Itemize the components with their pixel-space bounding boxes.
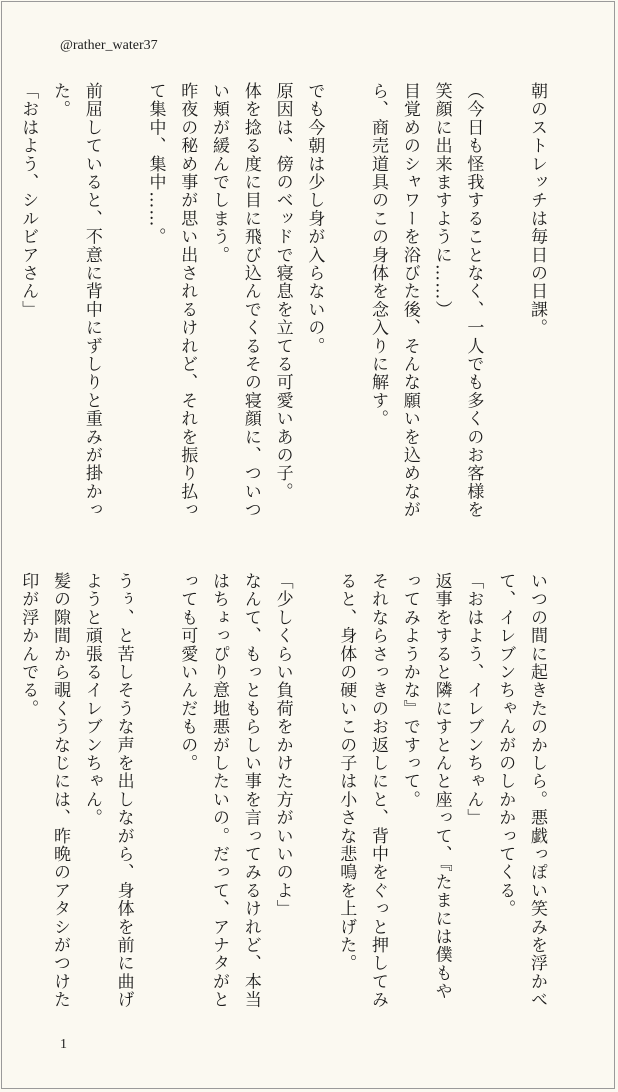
text-line: 髪の隙間から覗くうなじには、昨晩のアタシがつけた [50,572,71,1009]
text-line: 朝のストレッチは毎日の日課。 [527,82,547,337]
text-line: 体を捻る度に目に飛び込んでくるその寝顔に、ついつ [240,82,261,519]
page-number: 1 [60,1037,67,1052]
text-line: 前屈していると、不意に背中にずしりと重みが掛かっ [81,82,102,519]
text-line: うぅ、と苦しそうな声を出しながら、身体を前に曲げ [113,572,134,1009]
text-line [329,82,361,552]
text-line [139,572,171,1042]
text-line: なんて、もっともらしい事を言ってみるけれど、本当 [240,572,261,1009]
text-line: い頬が緩んでしまう。 [209,82,230,264]
text-line: 原因は、傍のベッドで寝息を立てる可愛いあの子。 [272,82,293,501]
text-line: ると、身体の硬いこの子は小さな悲鳴を上げた。 [336,572,357,973]
text-line: ってみようかな』ですって。 [399,572,420,809]
text-line: ようと頑張るイレブンちゃん。 [81,572,102,827]
text-line: いつの間に起きたのかしら。悪戯っぽい笑みを浮かべ [527,572,547,1009]
text-line: 返事をすると隣にすとんと座って、『たまには僕もや [431,572,452,1001]
text-block-bottom [11,572,552,1042]
text-line: 「おはよう、イレブンちゃん」 [463,572,484,827]
text-line: でも今朝は少し身が入らないの。 [304,82,325,355]
text-line: た。 [50,82,71,119]
text-line [488,82,520,552]
text-line: て集中、集中……。 [145,82,166,246]
text-line: 笑顔に出来ますように……） [431,82,452,319]
author-handle: @rather_water37 [60,38,158,53]
text-line: 「おはよう、シルビアさん」 [18,82,39,319]
text-line: ら、商売道具のこの身体を念入りに解す。 [368,82,389,428]
text-line: はちょっぴり意地悪がしたいの。だって、アナタがと [209,572,230,1009]
text-block-top [11,82,552,552]
text-line: それならさっきのお返しにと、背中をぐっと押してみ [368,572,389,1009]
text-line: 「少しくらい負荷をかけた方がいいのよ」 [272,572,293,918]
text-line: 印が浮かんでる。 [18,572,39,718]
text-line [298,572,330,1042]
text-line: っても可愛いんだもの。 [177,572,198,773]
text-line: て、イレブンちゃんがのしかかってくる。 [495,572,516,918]
text-line: （今日も怪我することなく、一人でも多くのお客様を [463,82,484,519]
text-line [107,82,139,552]
text-line: 目覚めのシャワーを浴びた後、そんな願いを込めなが [399,82,420,519]
text-line: 昨夜の秘め事が思い出されるけれど、それを振り払っ [177,82,198,519]
